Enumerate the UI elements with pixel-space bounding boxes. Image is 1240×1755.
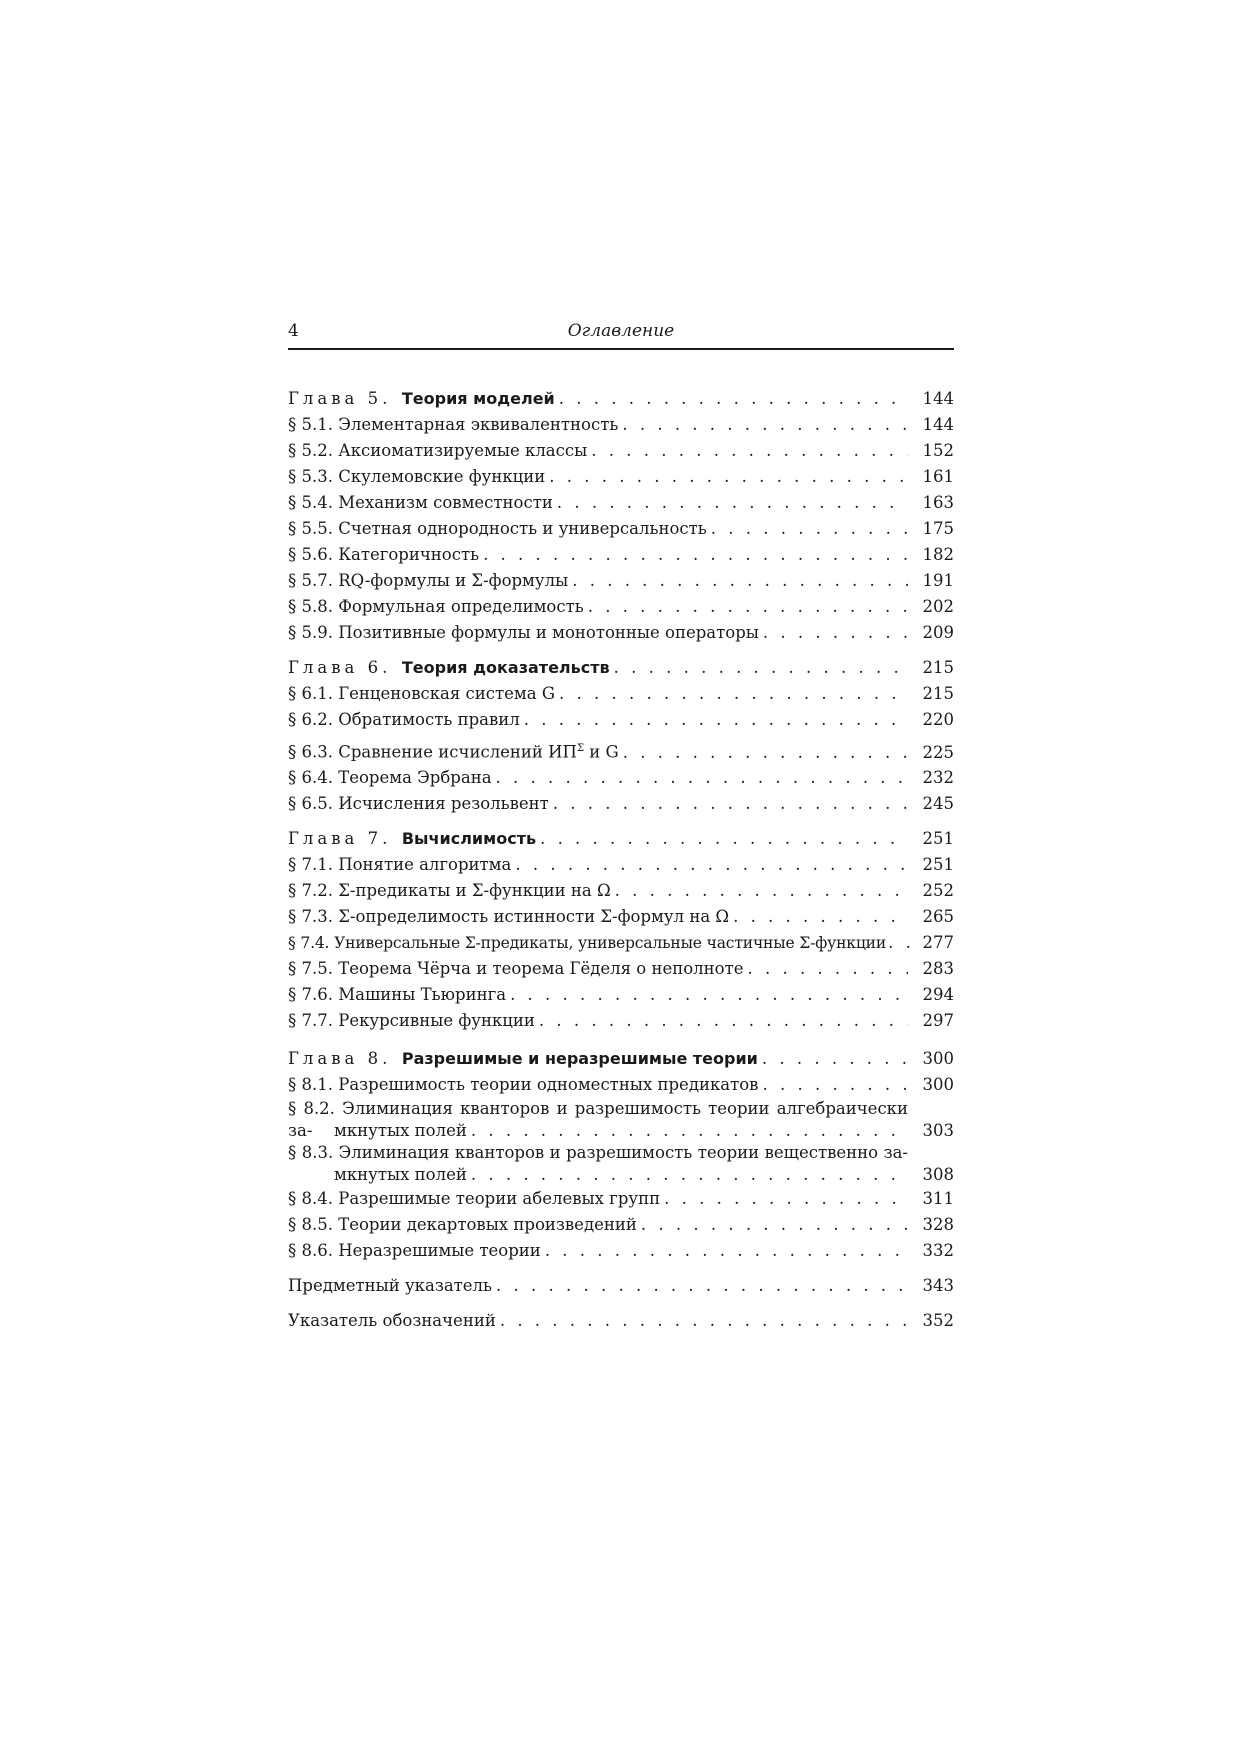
section-title: § 7.1. Понятие алгоритма xyxy=(288,855,512,874)
section-title: § 6.3. Сравнение исчислений $ИП^\Sigma$ и G xyxy=(288,742,619,762)
section-title: § 6.2. Обратимость правил xyxy=(288,710,520,729)
toc-section[interactable] xyxy=(288,956,954,982)
section-title-line1: § 8.3. Элиминация кванторов и разрешимость теории вещественно за- xyxy=(288,1143,908,1162)
chapter-label: Глава 5. xyxy=(288,389,392,408)
section-title: § 5.7. RQ-формулы и Σ-формулы xyxy=(288,571,569,590)
page-ref: 297 xyxy=(922,1011,954,1030)
toc-chapter-7[interactable] xyxy=(288,826,954,852)
dot-leader xyxy=(549,464,908,490)
toc-section[interactable] xyxy=(288,707,954,733)
toc-section[interactable] xyxy=(288,1098,954,1142)
dot-leader xyxy=(763,620,908,646)
page-ref: 182 xyxy=(922,545,954,564)
page-ref: 300 xyxy=(922,1075,954,1094)
page-ref: 283 xyxy=(922,959,954,978)
section-title: § 5.5. Счетная однородность и универсальность xyxy=(288,519,707,538)
page-ref: 265 xyxy=(922,907,954,926)
chapter-label: Глава 7. xyxy=(288,829,392,848)
toc-section[interactable] xyxy=(288,1238,954,1264)
toc-section[interactable] xyxy=(288,681,954,707)
toc-section[interactable] xyxy=(288,620,954,646)
section-title: § 5.8. Формульная определимость xyxy=(288,597,584,616)
page-ref: 303 xyxy=(922,1121,954,1140)
toc-section[interactable] xyxy=(288,516,954,542)
dot-leader xyxy=(496,1273,908,1299)
toc-section[interactable] xyxy=(288,438,954,464)
dot-leader xyxy=(572,568,908,594)
page-ref: 225 xyxy=(922,742,954,762)
dot-leader xyxy=(614,655,908,681)
chapter-title: Теория доказательств xyxy=(401,658,610,677)
dot-leader xyxy=(711,516,908,542)
section-title: § 5.1. Элементарная эквивалентность xyxy=(288,415,619,434)
dot-leader xyxy=(471,1120,908,1142)
page-ref: 352 xyxy=(922,1311,954,1330)
page-ref: 215 xyxy=(922,658,954,677)
page-ref: 161 xyxy=(922,467,954,486)
page-ref: 191 xyxy=(922,571,954,590)
toc-section[interactable] xyxy=(288,490,954,516)
dot-leader xyxy=(483,542,908,568)
page-ref: 209 xyxy=(922,623,954,642)
page-ref: 245 xyxy=(922,794,954,813)
sigma-superscript: Σ xyxy=(576,743,585,754)
page-ref: 144 xyxy=(922,415,954,434)
document-page xyxy=(288,320,954,1330)
page-ref: 152 xyxy=(922,441,954,460)
toc-section[interactable] xyxy=(288,542,954,568)
section-title: § 5.4. Механизм совместности xyxy=(288,493,553,512)
dot-leader xyxy=(496,765,908,791)
section-title: § 6.5. Исчисления резольвент xyxy=(288,794,549,813)
dot-leader xyxy=(540,826,908,852)
toc-section[interactable] xyxy=(288,1212,954,1238)
dot-leader xyxy=(641,1212,908,1238)
dot-leader xyxy=(623,737,908,769)
page-ref: 294 xyxy=(922,985,954,1004)
dot-leader xyxy=(545,1238,908,1264)
chapter-label: Глава 6. xyxy=(288,658,392,677)
page-ref: 277 xyxy=(922,933,954,952)
section-title: § 6.1. Генценовская система G xyxy=(288,684,556,703)
page-ref: 308 xyxy=(922,1165,954,1184)
dot-leader xyxy=(515,852,908,878)
page-ref: 163 xyxy=(922,493,954,512)
toc-section[interactable] xyxy=(288,412,954,438)
toc-section[interactable] xyxy=(288,1008,954,1034)
dot-leader xyxy=(500,1308,908,1334)
toc-chapter-5[interactable] xyxy=(288,386,954,412)
section-title: § 6.4. Теорема Эрбрана xyxy=(288,768,492,787)
section-title: § 8.5. Теории декартовых произведений xyxy=(288,1215,637,1234)
section-title: § 5.9. Позитивные формулы и монотонные операторы xyxy=(288,623,759,642)
toc-notation-index[interactable] xyxy=(288,1308,954,1334)
toc-section[interactable] xyxy=(288,1186,954,1212)
index-title: Предметный указатель xyxy=(288,1276,493,1295)
section-title: § 7.3. Σ-определимость истинности Σ-формул на Ω xyxy=(288,907,730,926)
index-title: Указатель обозначений xyxy=(288,1311,496,1330)
chapter-label: Глава 8. xyxy=(288,1049,392,1068)
dot-leader xyxy=(510,982,908,1008)
section-title: § 7.2. Σ-предикаты и Σ-функции на Ω xyxy=(288,881,611,900)
dot-leader xyxy=(622,412,908,438)
section-title-line2: мкнутых полей xyxy=(334,1121,467,1140)
page-ref: 175 xyxy=(922,519,954,538)
dot-leader xyxy=(559,681,908,707)
chapter-title: Разрешимые и неразрешимые теории xyxy=(401,1049,758,1068)
page-ref: 343 xyxy=(922,1276,954,1295)
toc-section[interactable] xyxy=(288,568,954,594)
toc-section[interactable] xyxy=(288,930,954,956)
toc-section[interactable] xyxy=(288,765,954,791)
toc-section[interactable] xyxy=(288,464,954,490)
dot-leader xyxy=(557,490,908,516)
dot-leader xyxy=(747,956,908,982)
page-ref: 311 xyxy=(922,1189,954,1208)
section-title: § 7.5. Теорема Чёрча и теорема Гёделя о неполноте xyxy=(288,959,744,978)
page-ref: 332 xyxy=(922,1241,954,1260)
running-header xyxy=(288,320,954,350)
toc-section[interactable] xyxy=(288,982,954,1008)
page-title: Оглавление xyxy=(567,321,675,341)
page-ref: 232 xyxy=(922,768,954,787)
toc-section[interactable] xyxy=(288,594,954,620)
dot-leader xyxy=(762,1072,908,1098)
toc-section[interactable] xyxy=(288,1072,954,1098)
dot-leader xyxy=(888,930,914,956)
chapter-title: Вычислимость xyxy=(401,829,537,848)
dot-leader xyxy=(615,878,908,904)
section-title: § 7.7. Рекурсивные функции xyxy=(288,1011,535,1030)
toc-section[interactable] xyxy=(288,733,954,765)
toc-section[interactable] xyxy=(288,1142,954,1186)
page-ref: 220 xyxy=(922,710,954,729)
page-ref: 300 xyxy=(922,1049,954,1068)
dot-leader xyxy=(553,791,908,817)
dot-leader xyxy=(471,1164,908,1186)
section-title: § 8.4. Разрешимые теории абелевых групп xyxy=(288,1189,661,1208)
section-title: § 8.6. Неразрешимые теории xyxy=(288,1241,541,1260)
page-ref: 252 xyxy=(922,881,954,900)
dot-leader xyxy=(762,1046,908,1072)
section-title-line1: § 8.2. Элиминация кванторов и разрешимость теории алгебраически за- xyxy=(288,1099,908,1140)
page-ref: 328 xyxy=(922,1215,954,1234)
chapter-title: Теория моделей xyxy=(401,389,555,408)
section-title-line2: мкнутых полей xyxy=(334,1165,467,1184)
toc-section[interactable] xyxy=(288,878,954,904)
section-title: § 7.6. Машины Тьюринга xyxy=(288,985,507,1004)
dot-leader xyxy=(588,594,908,620)
toc-chapter-6[interactable] xyxy=(288,655,954,681)
section-title: § 5.6. Категоричность xyxy=(288,545,480,564)
page-number: 4 xyxy=(288,321,299,341)
page-ref: 251 xyxy=(922,829,954,848)
page-ref: 215 xyxy=(922,684,954,703)
toc-subject-index[interactable] xyxy=(288,1273,954,1299)
toc-chapter-8[interactable] xyxy=(288,1046,954,1072)
dot-leader xyxy=(559,386,908,412)
page-ref: 202 xyxy=(922,597,954,616)
toc-section[interactable] xyxy=(288,904,954,930)
dot-leader xyxy=(733,904,908,930)
toc-section[interactable] xyxy=(288,791,954,817)
dot-leader xyxy=(664,1186,908,1212)
page-ref: 251 xyxy=(922,855,954,874)
page-ref: 144 xyxy=(922,389,954,408)
toc-section[interactable] xyxy=(288,852,954,878)
section-title: § 5.2. Аксиоматизируемые классы xyxy=(288,441,588,460)
dot-leader xyxy=(524,707,908,733)
section-title: § 8.1. Разрешимость теории одноместных предикатов xyxy=(288,1075,759,1094)
table-of-contents xyxy=(288,386,954,1334)
section-title: § 7.4. Универсальные Σ-предикаты, универсальные частичные Σ-функции xyxy=(288,934,887,952)
dot-leader xyxy=(539,1008,908,1034)
dot-leader xyxy=(591,438,908,464)
section-title: § 5.3. Скулемовские функции xyxy=(288,467,546,486)
